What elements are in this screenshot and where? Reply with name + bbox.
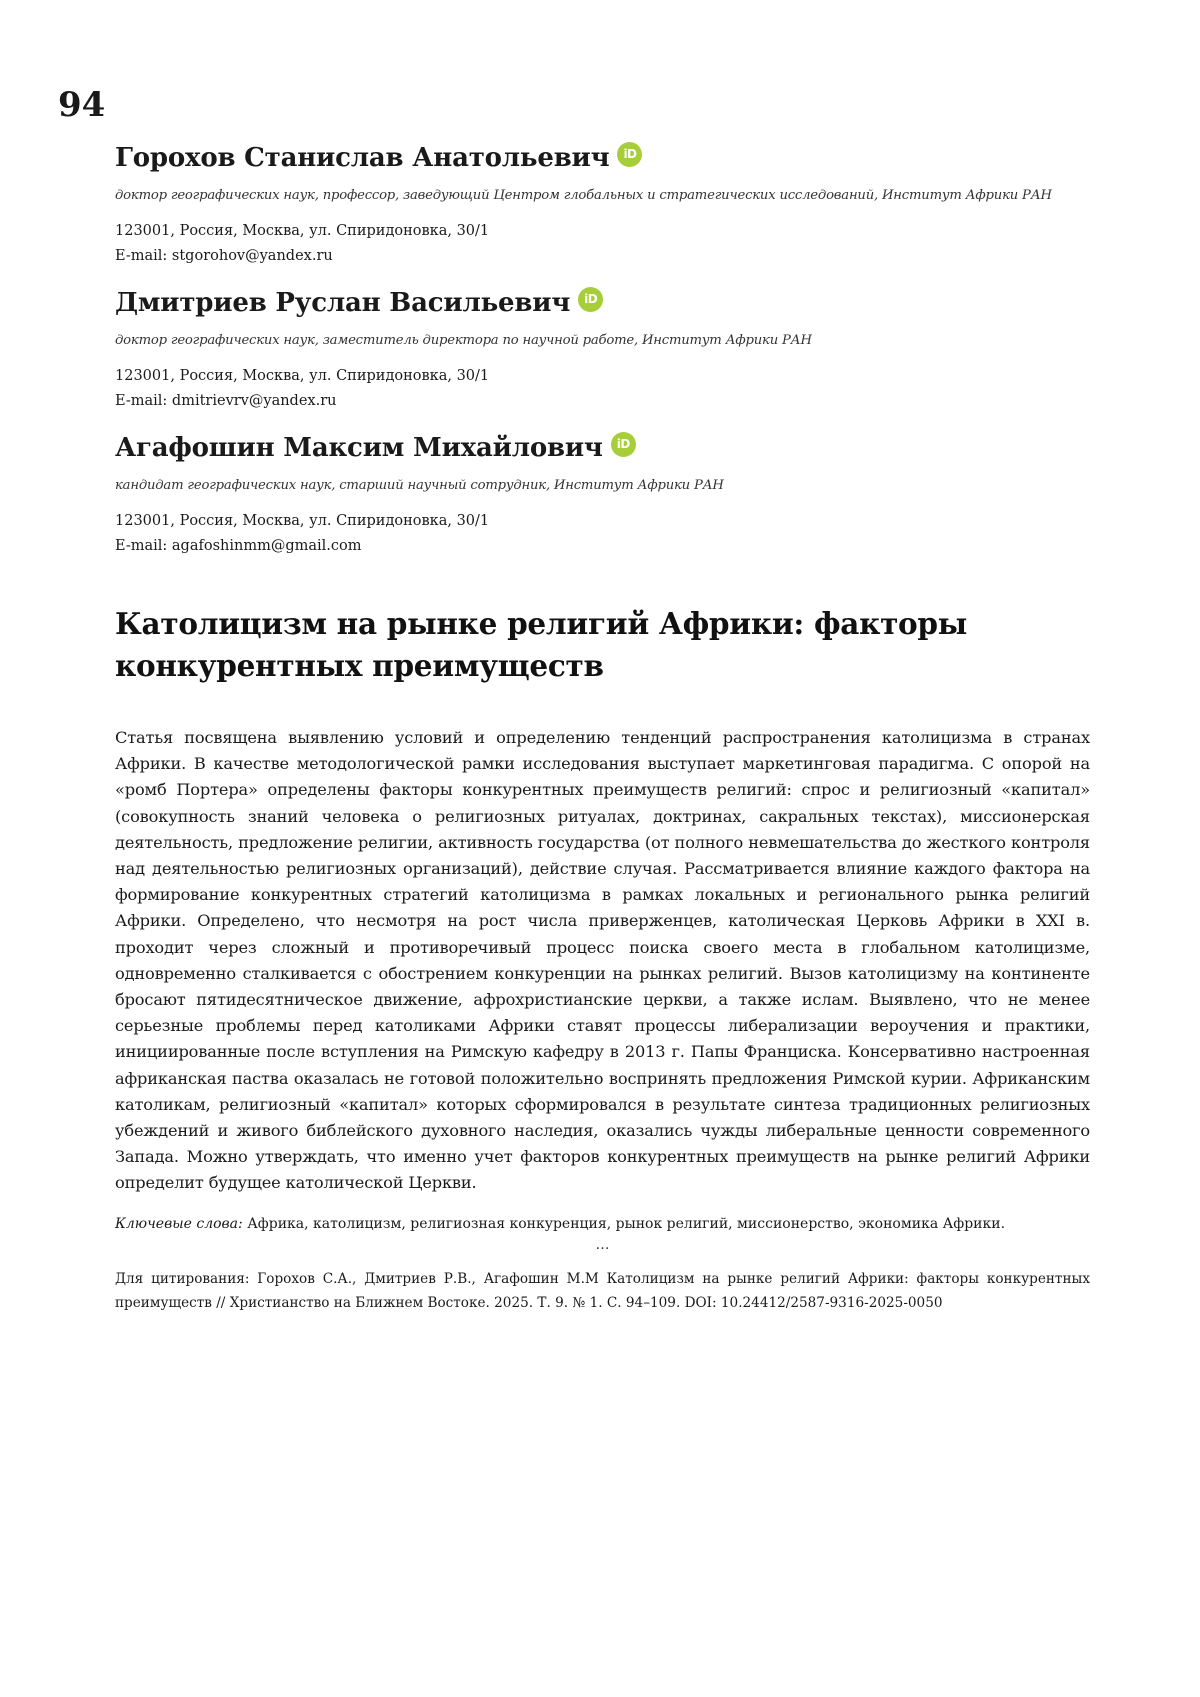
- author-block: [115, 138, 1090, 269]
- author-name-row: [115, 428, 1090, 468]
- orcid-icon[interactable]: iD: [611, 432, 636, 457]
- author-name-row: [115, 283, 1090, 323]
- author-email[interactable]: E-mail: agafoshinmm@gmail.com: [115, 534, 1090, 559]
- author-position: кандидат географических наук, старший научный сотрудник, Институт Африки РАН: [115, 478, 1090, 493]
- keywords-label: Ключевые слова:: [115, 1216, 243, 1232]
- author-block: [115, 428, 1090, 559]
- author-block: [115, 283, 1090, 414]
- author-name: Горохов Станислав Анатольевич: [115, 143, 609, 173]
- author-address: 123001, Россия, Москва, ул. Спиридоновка, 30/1: [115, 219, 1090, 244]
- keywords-list: Африка, католицизм, религиозная конкуренция, рынок религий, миссионерство, экономика Африки.: [247, 1216, 1005, 1232]
- author-address: 123001, Россия, Москва, ул. Спиридоновка, 30/1: [115, 364, 1090, 389]
- citation: Для цитирования: Горохов С.А., Дмитриев Р.В., Агафошин М.М Католицизм на рынке религий Африки: факторы конкурентных преимуществ // Христианство на Ближнем Востоке. 2025. Т. 9. № 1. С. 94–109. DOI: 10.24412/2587-9316-2025-0050: [115, 1267, 1090, 1315]
- author-name: Дмитриев Руслан Васильевич: [115, 288, 570, 318]
- author-name-row: [115, 138, 1090, 178]
- author-name: Агафошин Максим Михайлович: [115, 433, 603, 463]
- section-separator: …: [115, 1237, 1090, 1253]
- article-title: Католицизм на рынке религий Африки: факторы конкурентных преимуществ: [115, 603, 1090, 687]
- abstract: Статья посвящена выявлению условий и определению тенденций распространения католицизма в странах Африки. В качестве методологической рамки исследования выступает маркетинговая парадигма. С опорой на «ромб Портера» определены факторы конкурентных преимуществ религий: спрос и религиозный «капитал» (совокупность знаний человека о религиозных ритуалах, доктринах, сакральных текстах), миссионерская деятельность, предложение религии, активность государства (от полного невмешательства до жесткого контроля над деятельностью религиозных организаций), действие случая. Рассматривается влияние каждого фактора на формирование конкурентных стратегий католицизма в рамках локальных и регионального рынка религий Африки. Определено, что несмотря на рост числа приверженцев, католическая Церковь Африки в XXI в. проходит через сложный и противоречивый процесс поиска своего места в глобальном католицизме, одновременно сталкивается с обострением конкуренции на рынках религий. Вызов католицизму на континенте бросают пятидесятническое движение, афрохристианские церкви, а также ислам. Выявлено, что не менее серьезные проблемы перед католиками Африки ставят процессы либерализации вероучения и практики, инициированные после вступления на Римскую кафедру в 2013 г. Папы Франциска. Консервативно настроенная африканская паства оказалась не готовой положительно воспринять предложения Римской курии. Африканским католикам, религиозный «капитал» которых сформировался в результате синтеза традиционных религиозных убеждений и живого библейского духовного наследия, оказались чужды либеральные ценности современного Запада. Можно утверждать, что именно учет факторов конкурентных преимуществ на рынке религий Африки определит будущее католической Церкви.: [115, 725, 1090, 1197]
- author-position: доктор географических наук, заместитель директора по научной работе, Институт Африки РАН: [115, 333, 1090, 348]
- author-position: доктор географических наук, профессор, заведующий Центром глобальных и стратегических исследований, Институт Африки РАН: [115, 188, 1090, 203]
- orcid-icon[interactable]: iD: [578, 287, 603, 312]
- author-address: 123001, Россия, Москва, ул. Спиридоновка, 30/1: [115, 509, 1090, 534]
- keywords: [115, 1213, 1090, 1235]
- page-number: 94: [58, 88, 105, 122]
- author-email[interactable]: E-mail: stgorohov@yandex.ru: [115, 244, 1090, 269]
- author-email[interactable]: E-mail: dmitrievrv@yandex.ru: [115, 389, 1090, 414]
- orcid-icon[interactable]: iD: [617, 142, 642, 167]
- article-front-matter: [115, 138, 1090, 1315]
